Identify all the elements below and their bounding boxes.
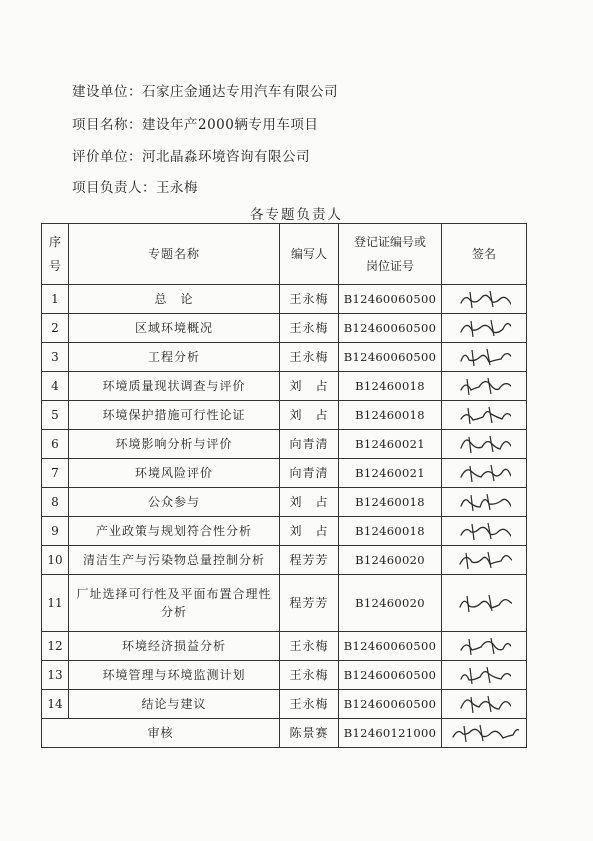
table-row [42,546,527,575]
handwritten-signature-王永梅 [457,345,511,369]
row-topic: 厂址选择可行性及平面布置合理性分析 [69,575,280,632]
row-no: 7 [42,459,69,488]
review-signature [442,719,527,748]
row-topic: 环境管理与环境监测计划 [69,661,280,690]
row-topic: 环境质量现状调查与评价 [69,372,280,401]
table-row [42,632,527,661]
row-cert: B12460020 [339,546,442,575]
row-author: 向青清 [280,430,339,459]
table-row [42,575,527,632]
info-project-name: 项目名称：建设年产2000辆专用车项目 [72,117,319,133]
row-signature [442,372,527,401]
row-topic: 公众参与 [69,488,280,517]
info-evaluation-unit: 评价单位：河北晶淼环境咨询有限公司 [72,149,310,165]
header-sign: 签名 [442,224,527,285]
row-topic: 工程分析 [69,343,280,372]
row-signature [442,517,527,546]
review-cert: B12460121000 [339,719,442,748]
handwritten-signature-陈景赛 [449,721,519,745]
header-topic: 专题名称 [69,224,280,285]
row-author: 王永梅 [280,343,339,372]
row-author: 王永梅 [280,632,339,661]
row-signature [442,488,527,517]
handwritten-signature-刘占 [457,490,511,514]
table-row [42,372,527,401]
table-row [42,285,527,314]
row-no: 8 [42,488,69,517]
row-signature [442,690,527,719]
table-header-row [42,224,527,285]
row-signature [442,546,527,575]
row-topic: 区域环境概况 [69,314,280,343]
row-author: 王永梅 [280,690,339,719]
row-no: 6 [42,430,69,459]
row-no: 11 [42,575,69,632]
row-cert: B12460018 [339,401,442,430]
handwritten-signature-王永梅 [457,692,511,716]
row-no: 1 [42,285,69,314]
table-row [42,661,527,690]
row-author: 王永梅 [280,661,339,690]
row-topic: 环境经济损益分析 [69,632,280,661]
row-no: 14 [42,690,69,719]
review-label: 审核 [42,719,280,748]
row-cert: B12460060500 [339,343,442,372]
row-signature [442,401,527,430]
row-cert: B12460021 [339,459,442,488]
row-cert: B12460018 [339,517,442,546]
topic-responsibility-table [41,223,527,748]
handwritten-signature-刘占 [457,403,511,427]
table-row [42,401,527,430]
row-signature [442,285,527,314]
row-topic: 产业政策与规划符合性分析 [69,517,280,546]
handwritten-signature-刘占 [457,519,511,543]
row-no: 4 [42,372,69,401]
row-author: 刘 占 [280,401,339,430]
row-signature [442,661,527,690]
row-cert: B12460020 [339,575,442,632]
row-author: 向青清 [280,459,339,488]
row-cert: B12460060500 [339,285,442,314]
info-construction-unit: 建设单位：石家庄金通达专用汽车有限公司 [72,84,338,100]
row-cert: B12460060500 [339,661,442,690]
header-no: 序号 [42,224,69,285]
row-cert: B12460021 [339,430,442,459]
review-row [42,719,527,748]
row-signature [442,575,527,632]
row-cert: B12460060500 [339,690,442,719]
handwritten-signature-王永梅 [457,287,511,311]
handwritten-signature-程芳芳 [456,548,512,572]
row-author: 程芳芳 [280,546,339,575]
table-title: 各专题负责人 [250,207,343,223]
row-no: 10 [42,546,69,575]
row-signature [442,459,527,488]
row-author: 刘 占 [280,372,339,401]
table-row [42,314,527,343]
row-author: 王永梅 [280,314,339,343]
row-author: 王永梅 [280,285,339,314]
row-topic: 环境影响分析与评价 [69,430,280,459]
row-signature [442,430,527,459]
row-topic: 结论与建议 [69,690,280,719]
handwritten-signature-向青清 [457,461,511,485]
handwritten-signature-刘占 [457,374,511,398]
row-no: 2 [42,314,69,343]
row-no: 5 [42,401,69,430]
row-topic: 总 论 [69,285,280,314]
handwritten-signature-程芳芳 [456,591,512,615]
header-cert: 登记证编号或岗位证号 [339,224,442,285]
row-author: 刘 占 [280,488,339,517]
row-no: 9 [42,517,69,546]
row-author: 程芳芳 [280,575,339,632]
table-row [42,459,527,488]
row-topic: 环境保护措施可行性论证 [69,401,280,430]
handwritten-signature-王永梅 [457,634,511,658]
row-signature [442,314,527,343]
handwritten-signature-向青清 [457,432,511,456]
table-row [42,690,527,719]
table-row [42,488,527,517]
review-author: 陈景赛 [280,719,339,748]
row-topic: 清洁生产与污染物总量控制分析 [69,546,280,575]
row-author: 刘 占 [280,517,339,546]
table-row [42,430,527,459]
row-cert: B12460060500 [339,314,442,343]
row-signature [442,632,527,661]
row-no: 12 [42,632,69,661]
table-row [42,517,527,546]
row-no: 3 [42,343,69,372]
info-project-leader: 项目负责人：王永梅 [72,180,198,196]
row-cert: B12460060500 [339,632,442,661]
row-topic: 环境风险评价 [69,459,280,488]
row-no: 13 [42,661,69,690]
row-cert: B12460018 [339,372,442,401]
handwritten-signature-王永梅 [457,316,511,340]
handwritten-signature-王永梅 [457,663,511,687]
row-signature [442,343,527,372]
header-author: 编写人 [280,224,339,285]
row-cert: B12460018 [339,488,442,517]
table-row [42,343,527,372]
